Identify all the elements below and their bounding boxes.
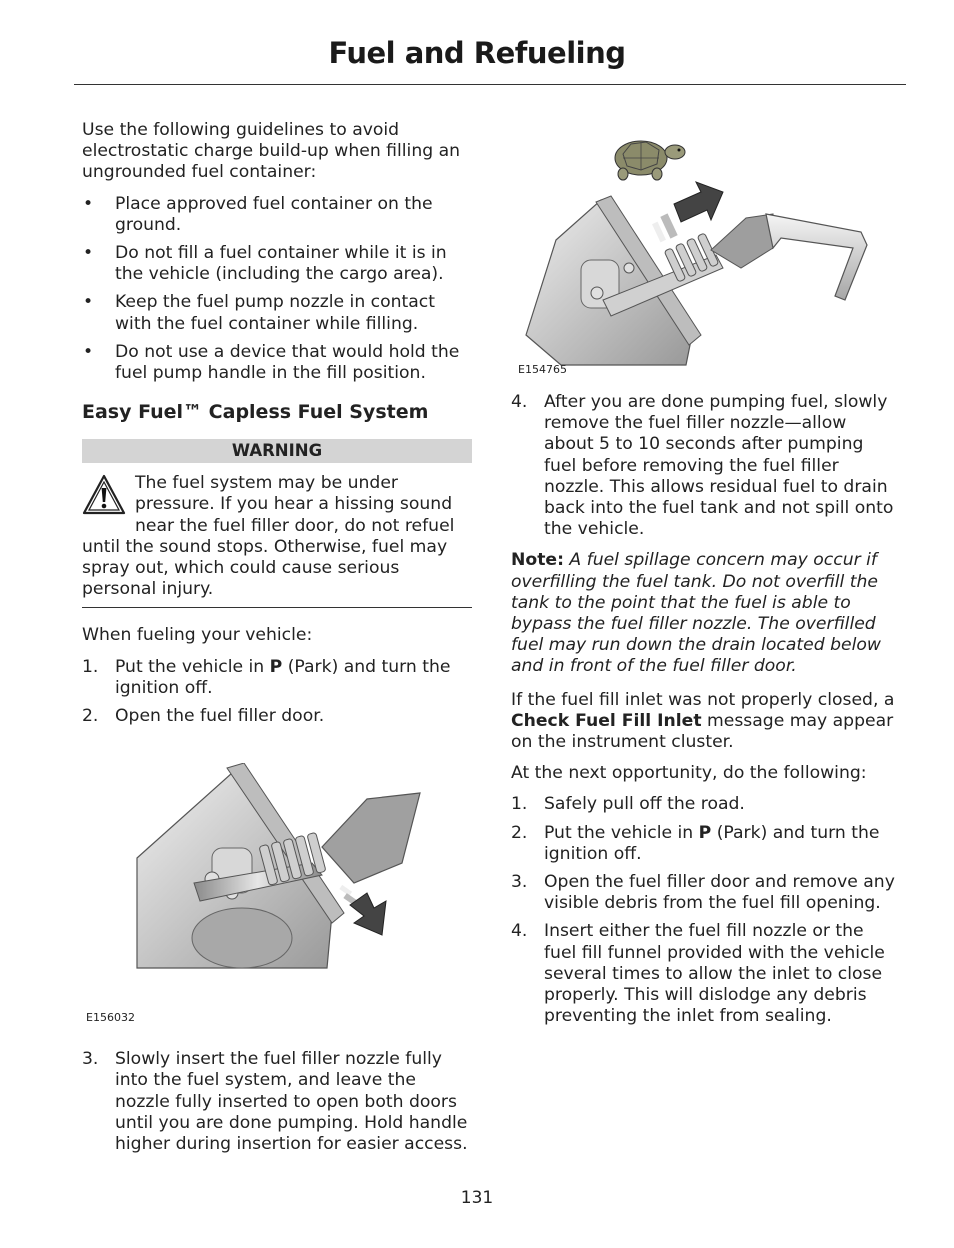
warning-box xyxy=(82,473,472,600)
intro-paragraph: Use the following guidelines to avoid electrostatic charge build-up when filling an ungrounded fuel container: xyxy=(82,120,461,183)
step-number: 4. xyxy=(511,921,528,942)
step-text: Open the fuel filler door. xyxy=(115,706,325,727)
fueling-steps-cont xyxy=(82,1049,472,1155)
recovery-steps xyxy=(511,794,901,1027)
figure-remove-nozzle xyxy=(511,130,901,382)
step-text: Put the vehicle in xyxy=(115,656,270,677)
step-number: 1. xyxy=(82,656,99,677)
step-text: Open the fuel filler door and remove any visible debris from the fuel fill opening. xyxy=(544,872,895,914)
step-number: 1. xyxy=(511,794,528,815)
figure-insert-nozzle xyxy=(82,763,472,1031)
bullet-text: Place approved fuel container on the ground. xyxy=(115,193,433,235)
inlet-paragraph xyxy=(511,690,901,754)
step-text: Slowly insert the fuel filler nozzle fully into the fuel system, and leave the nozzle fully inserted to open both doors until you are done pumping. Hold handle higher during insertion for easier access. xyxy=(115,1049,468,1155)
bullet-mark: • xyxy=(83,243,94,264)
next-intro: At the next opportunity, do the following: xyxy=(511,763,867,784)
step-number: 3. xyxy=(82,1049,99,1070)
warning-triangle-icon xyxy=(82,473,126,517)
figure-label: E154765 xyxy=(518,363,567,376)
check-fuel-fill-inlet-message: Check Fuel Fill Inlet xyxy=(511,710,702,731)
bullet-text: Do not use a device that would hold the fuel pump handle in the fill position. xyxy=(115,341,460,384)
warning-divider xyxy=(82,607,472,608)
guidelines-list xyxy=(82,194,472,385)
list-item xyxy=(511,392,901,540)
list-item xyxy=(82,706,472,727)
fuel-nozzle-remove-illustration xyxy=(511,130,901,382)
list-item xyxy=(82,292,472,334)
step-number: 4. xyxy=(511,392,528,412)
park-letter: P xyxy=(698,822,712,843)
removal-steps xyxy=(511,392,901,540)
fuel-nozzle-insert-illustration xyxy=(82,763,472,1031)
arrow-icon xyxy=(339,885,386,935)
note-label: Note: xyxy=(511,550,564,571)
list-item xyxy=(511,872,901,914)
bullet-mark: • xyxy=(83,292,94,313)
fueling-steps xyxy=(82,657,472,728)
section-heading: Easy Fuel™ Capless Fuel System xyxy=(82,401,429,424)
right-column xyxy=(511,130,901,1037)
note-text: A fuel spillage concern may occur if overfilling the fuel tank. Do not overfill the tank to the point that the fuel is able to bypass the fuel filler nozzle. The overfilled fuel may run down the drain located below and in front of the fuel filler door. xyxy=(511,550,881,677)
turtle-icon xyxy=(615,141,685,180)
list-item xyxy=(511,921,901,1027)
step-text: Insert either the fuel fill nozzle or the fuel fill funnel provided with the vehicle several times to allow the inlet to close properly. This will dislodge any debris preventing the inlet from sealing. xyxy=(544,921,885,1027)
step-text: Safely pull off the road. xyxy=(544,794,745,815)
step-text: Put the vehicle in xyxy=(544,822,699,843)
step-number: 2. xyxy=(511,822,528,843)
list-item xyxy=(511,794,901,815)
step-number: 2. xyxy=(82,706,99,727)
list-item xyxy=(82,1049,472,1155)
fueling-intro: When fueling your vehicle: xyxy=(82,625,313,646)
step-text: (Park) and turn the ignition off. xyxy=(115,656,451,698)
page-number: 131 xyxy=(460,1188,494,1208)
step-text: After you are done pumping fuel, slowly remove the fuel filler nozzle—allow about 5 to 10 seconds after pumping fuel before removing the fuel filler nozzle. This allows residual fuel to drain back into the fuel tank and not spill onto the vehicle. xyxy=(544,392,894,540)
warning-label: WARNING xyxy=(82,439,472,463)
list-item xyxy=(511,823,901,865)
inlet-text: If the fuel fill inlet was not properly closed, a xyxy=(511,689,895,710)
bullet-text: Keep the fuel pump nozzle in contact with the fuel container while filling. xyxy=(115,292,435,334)
bullet-mark: • xyxy=(83,193,94,214)
inlet-text: message may appear on the instrument cluster. xyxy=(511,710,894,753)
arrow-icon xyxy=(652,182,723,242)
warning-text: The fuel system may be under pressure. If you hear a hissing sound near the fuel filler door, do not refuel until the sound stops. Otherwise, fuel may spray out, which could cause serious personal injury. xyxy=(82,473,455,600)
list-item xyxy=(82,243,472,285)
left-column xyxy=(82,120,472,1165)
list-item xyxy=(82,657,472,699)
list-item xyxy=(82,194,472,236)
title-rule xyxy=(74,84,906,85)
park-letter: P xyxy=(269,656,283,677)
step-text: (Park) and turn the ignition off. xyxy=(544,822,880,864)
step-number: 3. xyxy=(511,872,528,893)
note-paragraph xyxy=(511,550,901,677)
page-title: Fuel and Refueling xyxy=(328,36,626,70)
bullet-text: Do not fill a fuel container while it is in the vehicle (including the cargo area). xyxy=(115,243,447,285)
bullet-mark: • xyxy=(83,341,94,362)
figure-label: E156032 xyxy=(86,1011,135,1025)
list-item xyxy=(82,342,472,384)
